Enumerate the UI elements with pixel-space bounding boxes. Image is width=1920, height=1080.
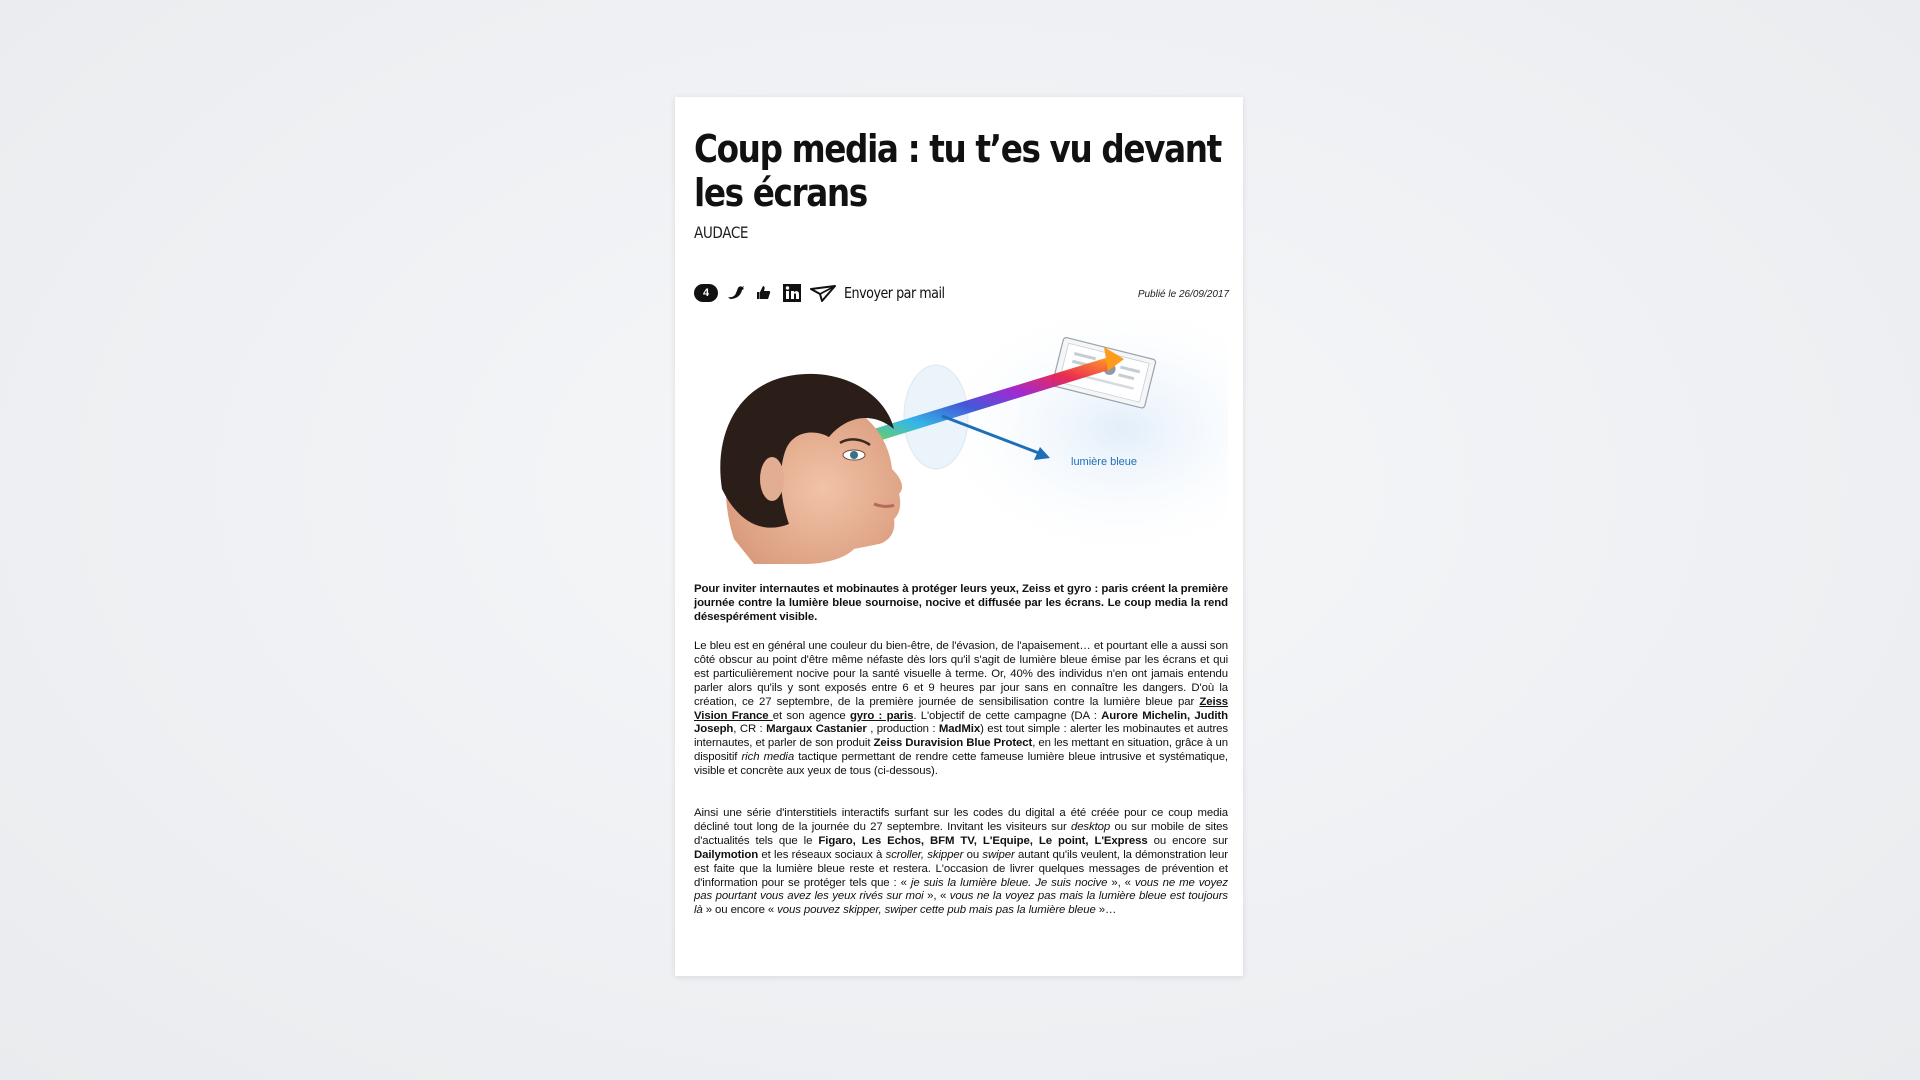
facebook-like-icon[interactable] [754,283,774,303]
zeiss-vision-france-link[interactable]: Zeiss Vision France [694,695,1228,722]
article-card [675,97,1243,976]
article-paragraph-1: Le bleu est en général une couleur du bien-être, de l'évasion, de l'apaisement… et pourtant elle a aussi son côté obscur au point d'être même néfaste dès lors qu'il s'agit de lumière bleue émise par les écrans et qui est particulièrement nocive pour la santé visuelle à terme. Or, 40% des individus n'en ont jamais entendu parler alors qu'ils y sont exposés entre 6 et 9 heures par jour sans en connaître les dangers. D'où la création, ce 27 septembre, de la première journée de sensibilisation contre la lumière bleue par Zeiss Vision France et son agence gyro : paris. L'objectif de cette campagne (DA : Aurore Michelin, Judith Joseph, CR : Margaux Castanier , production : MadMix) est tout simple : alerter les mobinautes et autres internautes, et parler de son produit Zeiss Duravision Blue Protect, en les mettant en situation, grâce à un dispositif rich media tactique permettant de rendre cette fameuse lumière bleue intrusive et systématique, visible et concrète aux yeux de tous (ci-dessous). [694,640,1229,778]
hero-image [694,319,1228,564]
send-mail-link[interactable]: Envoyer par mail [844,284,945,302]
linkedin-icon[interactable] [782,283,802,303]
gyro-paris-link[interactable]: gyro : paris [849,709,914,722]
send-mail-icon[interactable] [810,283,836,303]
share-bar [694,282,962,304]
publication-date: Publié le 26/09/2017 [1137,289,1229,300]
article-rubric[interactable]: AUDACE [694,223,749,242]
share-count-badge: 4 [694,284,718,302]
blue-light-label: lumière bleue [1071,456,1138,468]
article-title: Coup media : tu t’es vu devant les écrans [694,127,1221,215]
article-lead: Pour inviter internautes et mobinautes à protéger leurs yeux, Zeiss et gyro : paris créent la première journée contre la lumière bleue sournoise, nocive et diffusée par les écrans. Le coup media la rend désespérément visible. [694,583,1228,623]
woman-portrait [720,374,902,564]
twitter-icon[interactable] [726,283,746,303]
article-paragraph-2: Ainsi une série d'interstitiels interactifs surfant sur les codes du digital a été créée pour ce coup media décliné tout long de la journée du 27 septembre. Invitant les visiteurs sur desktop ou sur mobile de sites d'actualités tels que le Figaro, Les Echos, BFM TV, L'Equipe, Le point, L'Express ou encore sur Dailymotion et les réseaux sociaux à scroller, skipper ou swiper autant qu'ils veulent, la démonstration leur est faite que la lumière bleue reste et restera. L'occasion de livrer quelques messages de prévention et d'information pour se protéger tels que : « je suis la lumière bleue. Je suis nocive », « vous ne me voyez pas pourtant vous avez les yeux rivés sur moi », « vous ne la voyez pas mais la lumière bleue est toujours là » ou encore « vous pouvez skipper, swiper cette pub mais pas la lumière bleue »… [694,807,1229,917]
